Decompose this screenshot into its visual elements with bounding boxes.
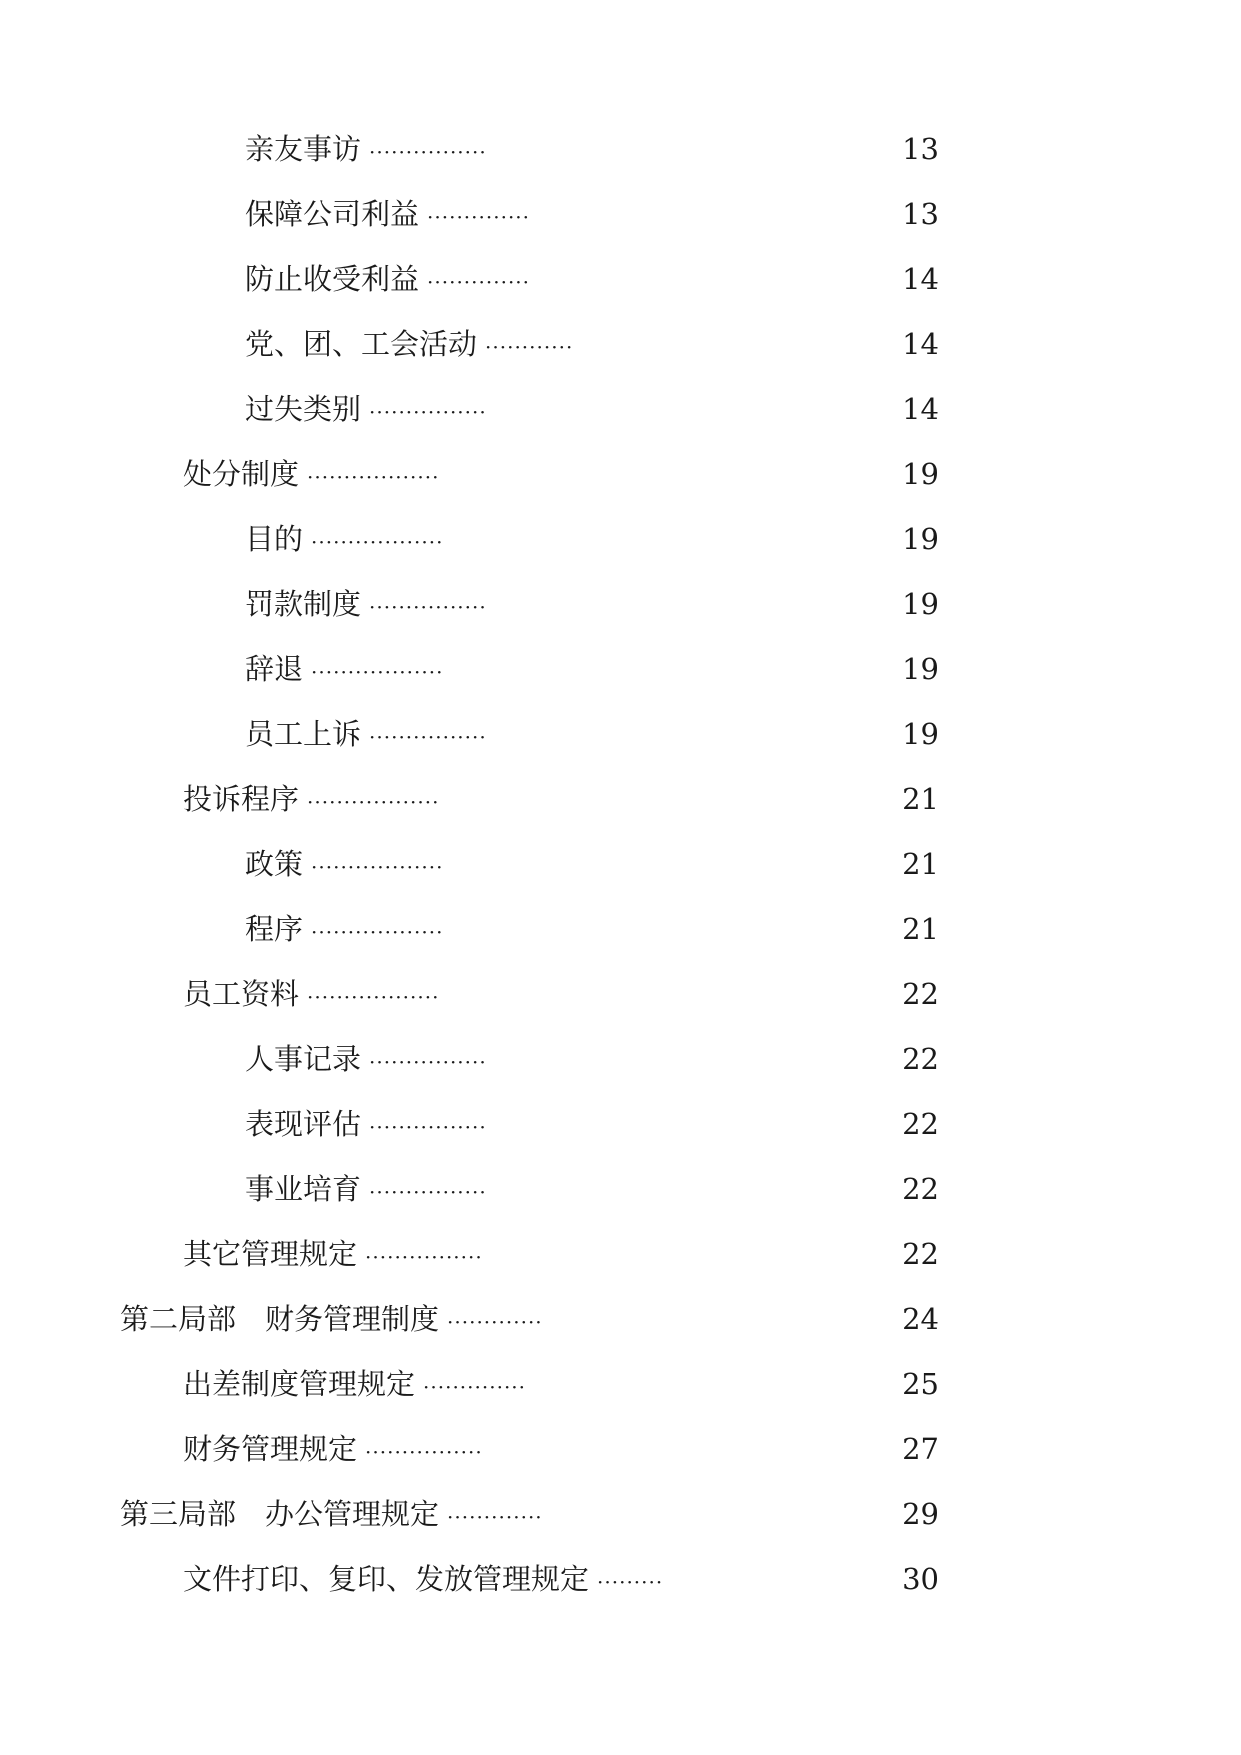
- toc-entry-title: 第二局部 财务管理制度 ·············: [120, 1302, 543, 1336]
- toc-dot-leader: ··················: [307, 465, 440, 489]
- toc-dot-leader: ················: [369, 1115, 487, 1139]
- toc-entry[interactable]: [0, 312, 1241, 377]
- toc-entry-title: 其它管理规定 ················: [183, 1237, 483, 1271]
- toc-dot-leader: ················: [369, 400, 487, 424]
- toc-entry[interactable]: [0, 1222, 1241, 1287]
- toc-entry[interactable]: [0, 1482, 1241, 1547]
- toc-page-number: 22: [902, 1107, 939, 1141]
- toc-entry-title: 人事记录 ················: [245, 1042, 487, 1076]
- toc-page-number: 25: [902, 1367, 939, 1401]
- toc-page-number: 24: [902, 1302, 939, 1336]
- toc-dot-leader: ················: [369, 725, 487, 749]
- toc-entry[interactable]: [0, 182, 1241, 247]
- toc-entry[interactable]: [0, 572, 1241, 637]
- toc-entry-title: 罚款制度 ················: [245, 587, 487, 621]
- toc-entry[interactable]: [0, 702, 1241, 767]
- toc-entry-title: 文件打印、复印、发放管理规定 ·········: [183, 1562, 664, 1596]
- toc-dot-leader: ··············: [427, 270, 531, 294]
- toc-page-number: 21: [902, 912, 939, 946]
- toc-entry-title: 财务管理规定 ················: [183, 1432, 483, 1466]
- toc-entry[interactable]: [0, 962, 1241, 1027]
- toc-entry-title: 过失类别 ················: [245, 392, 487, 426]
- toc-entry-title: 程序 ··················: [245, 912, 444, 946]
- toc-dot-leader: ··················: [307, 790, 440, 814]
- toc-entry[interactable]: [0, 637, 1241, 702]
- toc-page-number: 19: [902, 457, 939, 491]
- toc-entry[interactable]: [0, 247, 1241, 312]
- toc-entry[interactable]: [0, 507, 1241, 572]
- toc-dot-leader: ·············: [447, 1505, 543, 1529]
- toc-dot-leader: ··················: [307, 985, 440, 1009]
- toc-entry-title: 保障公司利益 ··············: [245, 197, 531, 231]
- toc-entry-title: 员工资料 ··················: [183, 977, 440, 1011]
- toc-dot-leader: ·········: [597, 1570, 664, 1594]
- toc-page-number: 21: [902, 847, 939, 881]
- toc-dot-leader: ············: [485, 335, 574, 359]
- toc-entry-title: 事业培育 ················: [245, 1172, 487, 1206]
- toc-page-number: 19: [902, 587, 939, 621]
- toc-entry[interactable]: [0, 1417, 1241, 1482]
- table-of-contents: [0, 117, 1241, 1612]
- toc-dot-leader: ················: [365, 1245, 483, 1269]
- toc-entry-title: 目的 ··················: [245, 522, 444, 556]
- toc-dot-leader: ··················: [311, 920, 444, 944]
- toc-dot-leader: ··················: [311, 855, 444, 879]
- toc-entry[interactable]: [0, 1547, 1241, 1612]
- toc-entry[interactable]: [0, 442, 1241, 507]
- toc-entry[interactable]: [0, 832, 1241, 897]
- toc-entry-title: 党、团、工会活动 ············: [245, 327, 574, 361]
- toc-page-number: 13: [902, 132, 939, 166]
- toc-page-number: 22: [902, 977, 939, 1011]
- toc-dot-leader: ··················: [311, 530, 444, 554]
- toc-page-number: 14: [902, 262, 939, 296]
- toc-entry[interactable]: [0, 767, 1241, 832]
- toc-page-number: 29: [902, 1497, 939, 1531]
- toc-entry-title: 员工上诉 ················: [245, 717, 487, 751]
- toc-dot-leader: ················: [365, 1440, 483, 1464]
- toc-dot-leader: ················: [369, 140, 487, 164]
- toc-entry-title: 第三局部 办公管理规定 ·············: [120, 1497, 543, 1531]
- toc-entry-title: 表现评估 ················: [245, 1107, 487, 1141]
- toc-page-number: 30: [902, 1562, 939, 1596]
- toc-page-number: 19: [902, 652, 939, 686]
- toc-entry[interactable]: [0, 897, 1241, 962]
- toc-page-number: 19: [902, 717, 939, 751]
- toc-dot-leader: ··············: [427, 205, 531, 229]
- toc-entry[interactable]: [0, 377, 1241, 442]
- toc-dot-leader: ················: [369, 595, 487, 619]
- toc-entry-title: 政策 ··················: [245, 847, 444, 881]
- toc-entry-title: 辞退 ··················: [245, 652, 444, 686]
- toc-page-number: 13: [902, 197, 939, 231]
- toc-page-number: 14: [902, 327, 939, 361]
- toc-dot-leader: ··················: [311, 660, 444, 684]
- toc-entry[interactable]: [0, 117, 1241, 182]
- toc-entry-title: 亲友事访 ················: [245, 132, 487, 166]
- toc-entry[interactable]: [0, 1287, 1241, 1352]
- toc-entry-title: 处分制度 ··················: [183, 457, 440, 491]
- toc-entry-title: 出差制度管理规定 ··············: [183, 1367, 527, 1401]
- toc-entry[interactable]: [0, 1092, 1241, 1157]
- toc-page-number: 27: [902, 1432, 939, 1466]
- toc-page-number: 14: [902, 392, 939, 426]
- toc-dot-leader: ··············: [423, 1375, 527, 1399]
- toc-entry[interactable]: [0, 1352, 1241, 1417]
- toc-entry[interactable]: [0, 1027, 1241, 1092]
- toc-page-number: 22: [902, 1237, 939, 1271]
- toc-entry-title: 防止收受利益 ··············: [245, 262, 531, 296]
- toc-dot-leader: ·············: [447, 1310, 543, 1334]
- toc-page-number: 21: [902, 782, 939, 816]
- toc-entry-title: 投诉程序 ··················: [183, 782, 440, 816]
- toc-page-number: 22: [902, 1172, 939, 1206]
- toc-dot-leader: ················: [369, 1050, 487, 1074]
- toc-entry[interactable]: [0, 1157, 1241, 1222]
- toc-page-number: 19: [902, 522, 939, 556]
- toc-dot-leader: ················: [369, 1180, 487, 1204]
- toc-page-number: 22: [902, 1042, 939, 1076]
